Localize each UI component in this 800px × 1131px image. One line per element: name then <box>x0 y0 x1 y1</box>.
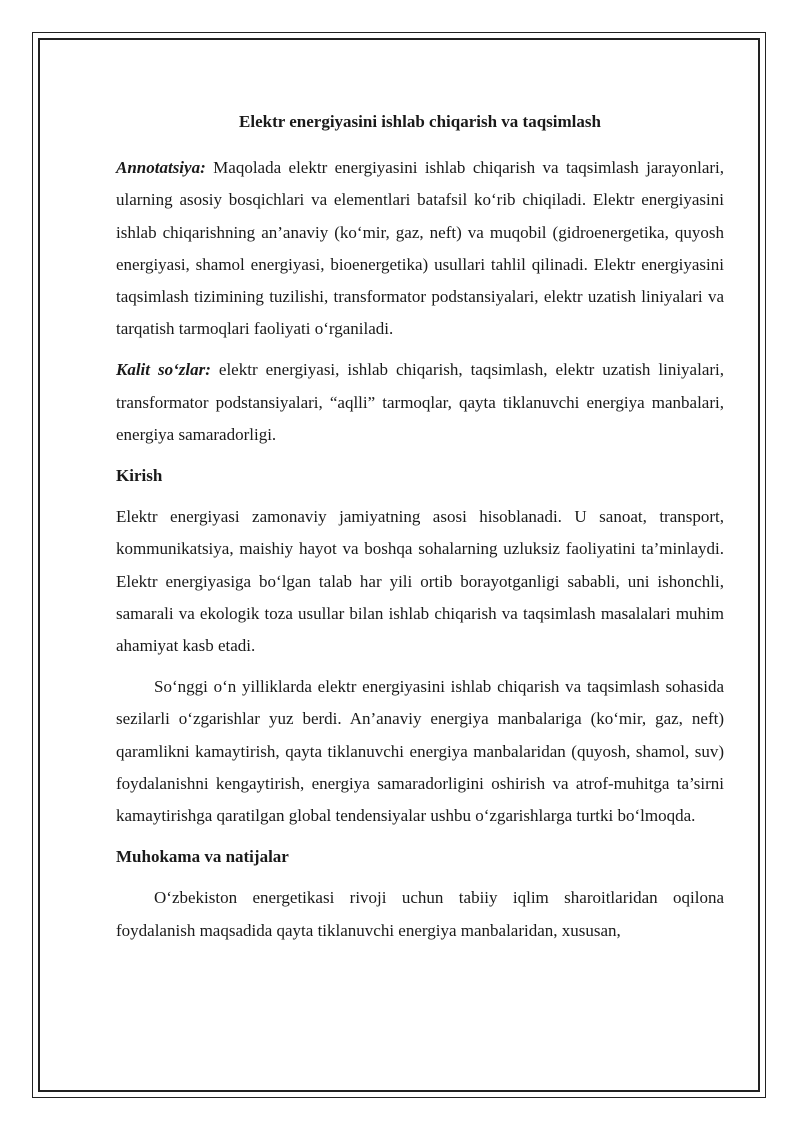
abstract-paragraph <box>116 152 724 345</box>
discussion-heading: Muhokama va natijalar <box>116 847 289 867</box>
intro-paragraph-1: Elektr energiyasi zamonaviy jamiyatning asosi hisoblanadi. U sanoat, transport, kommunikatsiya, maishiy hayot va boshqa sohalarning uzluksiz faoliyatini ta’minlaydi. Elektr energiyasiga bo‘lgan talab har yili ortib borayotganligi sababli, uni ishonchli, samarali va ekologik toza usullar bilan ishlab chiqarish va taqsimlash masalalari muhim ahamiyat kasb etadi. <box>116 507 724 656</box>
abstract-label: Annotatsiya: <box>116 158 206 178</box>
keywords-label: Kalit so‘zlar: <box>116 360 211 380</box>
document-body <box>116 106 724 947</box>
abstract-text: Maqolada elektr energiyasini ishlab chiqarish va taqsimlash jarayonlari, ularning asosiy bosqichlari va elementlari batafsil ko‘rib chiqiladi. Elektr energiyasini ishlab chiqarishning an’anaviy (ko‘mir, gaz, neft) va muqobil (gidroenergetika, quyosh energiyasi, shamol energiyasi, bioenergetika) usullari tahlil qilinadi. Elektr energiyasini taqsimlash tizimining tuzilishi, transformator podstansiyalari, elektr uzatish liniyalari va tarqatish tarmoqlari faoliyati o‘rganiladi. <box>116 158 724 339</box>
keywords-text: elektr energiyasi, ishlab chiqarish, taqsimlash, elektr uzatish liniyalari, transformator podstansiyalari, “aqlli” tarmoqlar, qayta tiklanuvchi energiya manbalari, energiya samaradorligi. <box>116 360 724 444</box>
document-title: Elektr energiyasini ishlab chiqarish va taqsimlash <box>239 112 601 131</box>
keywords-paragraph <box>116 354 724 451</box>
intro-paragraph-2: So‘nggi o‘n yilliklarda elektr energiyasini ishlab chiqarish va taqsimlash sohasida sezilarli o‘zgarishlar yuz berdi. An’anaviy energiya manbalariga (ko‘mir, gaz, neft) qaramlikni kamaytirish, qayta tiklanuvchi energiya manbalaridan (quyosh, shamol, suv) foydalanishni kengaytirish, energiya samaradorligini oshirish va atrof-muhitga ta’sirni kamaytirishga qaratilgan global tendensiyalar ushbu o‘zgarishlarga turtki bo‘lmoqda. <box>116 677 724 826</box>
discussion-paragraph-1: O‘zbekiston energetikasi rivoji uchun tabiiy iqlim sharoitlaridan oqilona foydalanish maqsadida qayta tiklanuvchi energiya manbalaridan, xususan, <box>116 888 724 940</box>
intro-heading: Kirish <box>116 466 163 486</box>
